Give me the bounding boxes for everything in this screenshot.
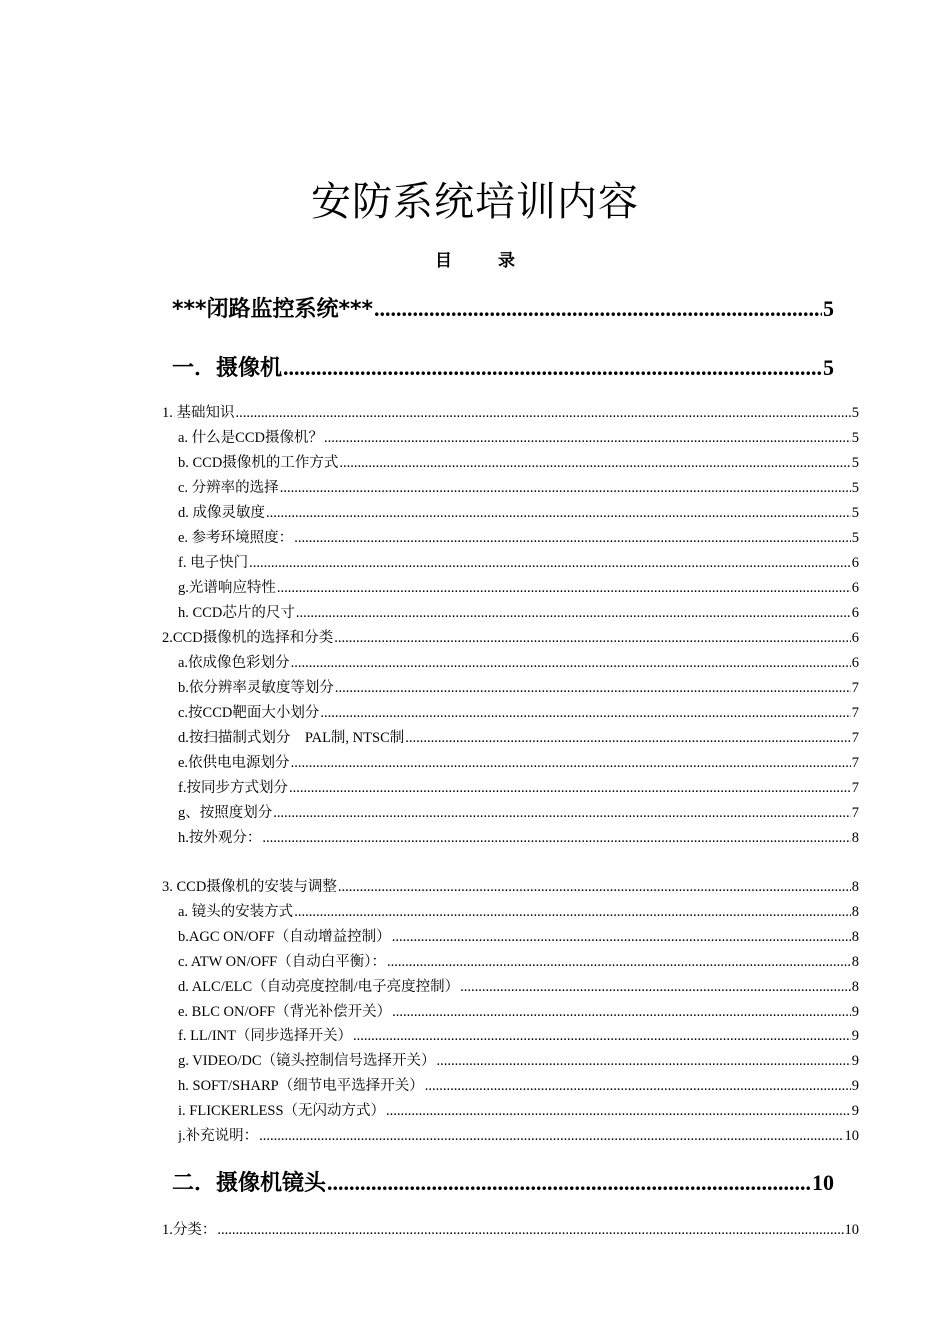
dot-leader	[277, 580, 851, 597]
toc-entry-page: 5	[823, 296, 834, 321]
toc-entry[interactable]	[162, 1218, 859, 1240]
toc-heading: 目 录	[435, 251, 515, 271]
toc-entry-page: 7	[851, 730, 859, 746]
dot-leader	[291, 655, 851, 672]
dot-leader	[259, 1128, 843, 1145]
toc-entry-page: 10	[844, 1128, 859, 1144]
dot-leader	[374, 296, 822, 322]
dot-leader	[289, 780, 851, 797]
toc-entry-page: 5	[851, 455, 859, 471]
toc-entry[interactable]	[178, 950, 859, 972]
toc-entry-label: d. ALC/ELC（自动亮度控制/电子亮度控制）	[178, 979, 460, 995]
toc-entry-page: 9	[851, 1078, 859, 1094]
dot-leader	[339, 455, 850, 472]
dot-leader	[236, 405, 851, 422]
toc-entry[interactable]	[178, 975, 859, 997]
toc-entry-chapter[interactable]	[172, 1166, 834, 1198]
toc-entry-page: 9	[851, 1004, 859, 1020]
toc-entry-section[interactable]	[172, 292, 834, 324]
dot-leader	[386, 1103, 851, 1120]
toc-entry[interactable]	[178, 701, 859, 723]
toc-entry-page: 6	[851, 580, 859, 596]
toc-entry-label: i. FLICKERLESS（无闪动方式）	[178, 1103, 386, 1119]
toc-entry[interactable]	[178, 1074, 859, 1096]
dot-leader	[392, 1004, 851, 1021]
toc-entry-page: 7	[851, 705, 859, 721]
dot-leader	[460, 979, 851, 996]
document-title: 安防系统培训内容	[311, 179, 639, 225]
dot-leader	[324, 430, 851, 447]
toc-entry-page: 10	[812, 1170, 834, 1195]
toc-entry-label: a.依成像色彩划分	[178, 655, 290, 671]
toc-entry-page: 6	[851, 630, 859, 646]
toc-entry[interactable]	[178, 801, 859, 823]
toc-entry-page: 7	[851, 780, 859, 796]
toc-entry-label: 1. 基础知识	[162, 405, 235, 421]
dot-leader	[280, 480, 851, 497]
toc-entry[interactable]	[178, 676, 859, 698]
dot-leader	[437, 1053, 851, 1070]
toc-entry-page: 7	[851, 755, 859, 771]
toc-entry-page: 5	[851, 505, 859, 521]
toc-entry[interactable]	[162, 626, 859, 648]
dot-leader	[273, 805, 851, 822]
toc-entry-page: 7	[851, 680, 859, 696]
dot-leader	[353, 1028, 851, 1045]
toc-entry[interactable]	[178, 1024, 859, 1046]
toc-entry-label: 二．摄像机镜头	[172, 1171, 327, 1196]
toc-entry[interactable]	[178, 751, 859, 773]
dot-leader	[387, 954, 851, 971]
toc-entry[interactable]	[178, 925, 859, 947]
toc-entry-label: g.光谱响应特性	[178, 580, 276, 596]
dot-leader	[320, 705, 850, 722]
toc-entry[interactable]	[178, 601, 859, 623]
toc-entry-label: e. 参考环境照度：	[178, 530, 294, 546]
toc-entry-label: a. 镜头的安装方式	[178, 904, 294, 920]
toc-entry[interactable]	[178, 726, 859, 748]
toc-entry-page: 6	[851, 605, 859, 621]
toc-entry-chapter[interactable]	[172, 351, 834, 383]
toc-entry-page: 8	[851, 954, 859, 970]
toc-entry-page: 9	[851, 1028, 859, 1044]
toc-entry-label: c. 分辨率的选择	[178, 480, 279, 496]
toc-entry-label: ***闭路监控系统***	[172, 297, 374, 322]
dot-leader	[296, 605, 851, 622]
toc-entry-page: 6	[851, 655, 859, 671]
toc-entry-page: 10	[844, 1222, 859, 1238]
toc-entry-page: 6	[851, 555, 859, 571]
dot-leader	[294, 530, 851, 547]
dot-leader	[283, 355, 822, 381]
toc-entry-label: e. BLC ON/OFF（背光补偿开关）	[178, 1004, 392, 1020]
toc-entry-label: h.按外观分：	[178, 830, 262, 846]
dot-leader	[335, 680, 851, 697]
toc-entry-page: 8	[851, 830, 859, 846]
toc-entry[interactable]	[178, 451, 859, 473]
dot-leader	[294, 904, 851, 921]
dot-leader	[266, 505, 851, 522]
toc-entry[interactable]	[178, 501, 859, 523]
dot-leader	[291, 755, 851, 772]
toc-entry[interactable]	[178, 1000, 859, 1022]
toc-entry-page: 8	[851, 904, 859, 920]
toc-entry-page: 8	[851, 879, 859, 895]
dot-leader	[327, 1170, 811, 1196]
toc-entry-label: c. ATW ON/OFF（自动白平衡）：	[178, 954, 386, 970]
toc-entry-page: 7	[851, 805, 859, 821]
toc-entry-page: 5	[851, 480, 859, 496]
toc-entry-label: h. CCD芯片的尺寸	[178, 605, 295, 621]
toc-entry[interactable]	[178, 1049, 859, 1071]
toc-entry[interactable]	[178, 651, 859, 673]
toc-entry-label: 1.分类：	[162, 1222, 217, 1238]
toc-entry-label: j.补充说明：	[178, 1128, 259, 1144]
toc-entry-label: f.按同步方式划分	[178, 780, 288, 796]
toc-entry[interactable]	[178, 900, 859, 922]
dot-leader	[338, 879, 851, 896]
toc-entry-label: d. 成像灵敏度	[178, 505, 265, 521]
toc-entry-label: a. 什么是CCD摄像机？	[178, 430, 323, 446]
toc-entry[interactable]	[178, 576, 859, 598]
toc-entry-label: b.依分辨率灵敏度等划分	[178, 680, 334, 696]
toc-entry-label: f. 电子快门	[178, 555, 249, 571]
toc-entry-page: 8	[851, 979, 859, 995]
toc-entry-label: b. CCD摄像机的工作方式	[178, 455, 339, 471]
dot-leader	[425, 1078, 851, 1095]
toc-entry-label: c.按CCD靶面大小划分	[178, 705, 320, 721]
toc-entry-label: e.依供电电源划分	[178, 755, 290, 771]
dot-leader	[217, 1222, 843, 1239]
toc-entry-label: b.AGC ON/OFF（自动增益控制）	[178, 929, 391, 945]
toc-entry-label: g. VIDEO/DC（镜头控制信号选择开关）	[178, 1053, 436, 1069]
dot-leader	[249, 555, 851, 572]
dot-leader	[405, 730, 850, 747]
toc-entry-label: f. LL/INT（同步选择开关）	[178, 1028, 352, 1044]
toc-entry-page: 9	[851, 1103, 859, 1119]
dot-leader	[392, 929, 851, 946]
toc-entry[interactable]	[178, 426, 859, 448]
toc-entry-label: d.按扫描制式划分 PAL制, NTSC制	[178, 730, 405, 746]
toc-entry[interactable]	[178, 526, 859, 548]
dot-leader	[334, 630, 851, 647]
toc-entry-page: 5	[851, 405, 859, 421]
toc-entry[interactable]	[178, 1099, 859, 1121]
dot-leader	[262, 830, 850, 847]
toc-entry[interactable]	[162, 875, 859, 897]
toc-entry-page: 9	[851, 1053, 859, 1069]
toc-entry[interactable]	[178, 826, 859, 848]
toc-entry-page: 5	[851, 530, 859, 546]
toc-entry-label: 3. CCD摄像机的安装与调整	[162, 879, 337, 895]
toc-entry-label: h. SOFT/SHARP（细节电平选择开关）	[178, 1078, 424, 1094]
toc-entry[interactable]	[178, 1124, 859, 1146]
toc-entry-page: 8	[851, 929, 859, 945]
toc-entry[interactable]	[162, 401, 859, 423]
toc-entry-page: 5	[823, 355, 834, 380]
toc-entry-label: 2.CCD摄像机的选择和分类	[162, 630, 334, 646]
toc-entry[interactable]	[178, 551, 859, 573]
toc-entry[interactable]	[178, 476, 859, 498]
toc-entry-label: 一．摄像机	[172, 356, 283, 381]
toc-entry[interactable]	[178, 776, 859, 798]
toc-entry-label: g、按照度划分	[178, 805, 273, 821]
toc-entry-page: 5	[851, 430, 859, 446]
